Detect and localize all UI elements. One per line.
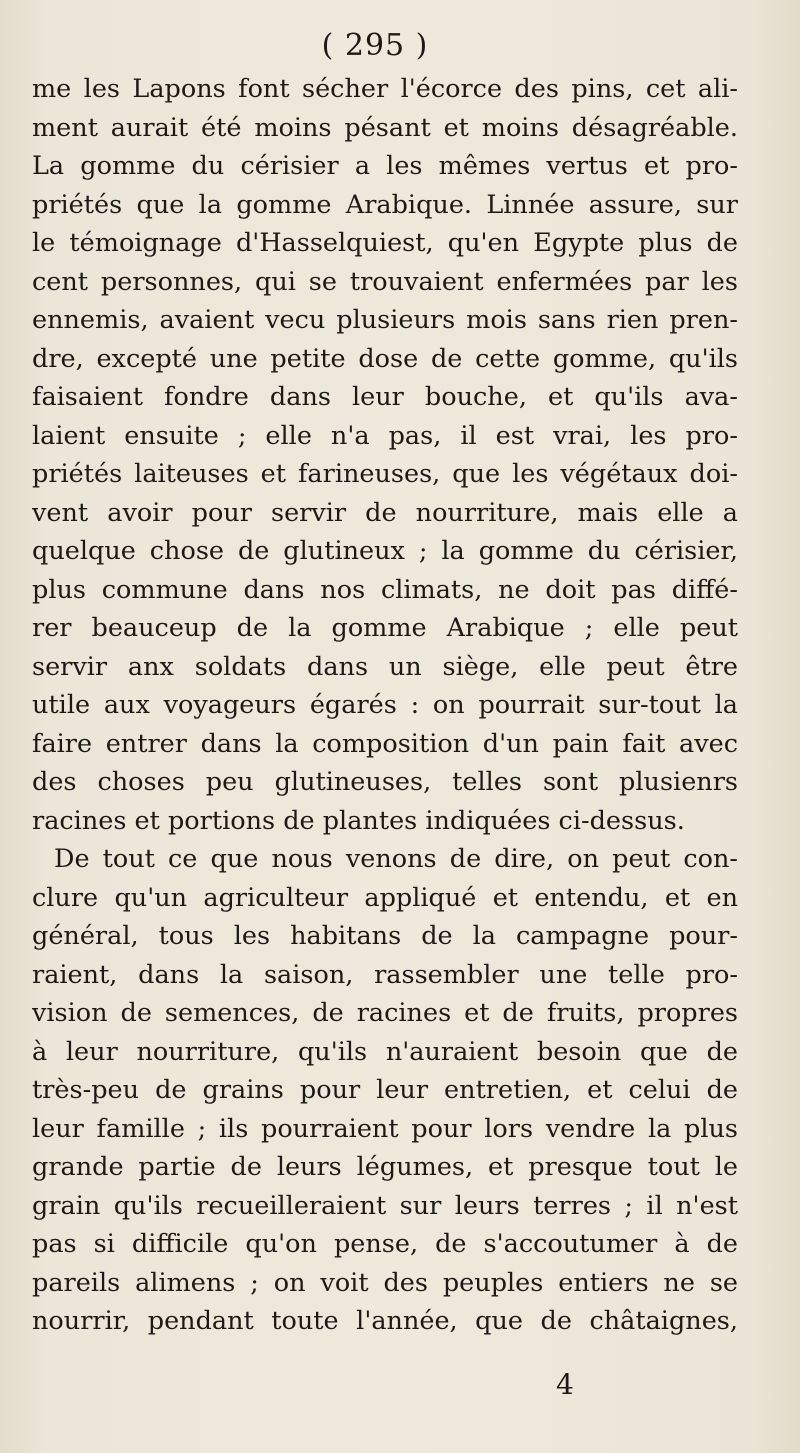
text-line: clure qu'un agriculteur appliqué et entendu, et en (32, 882, 738, 913)
text-line: laient ensuite ; elle n'a pas, il est vrai, les pro- (32, 420, 738, 451)
text-line: La gomme du cérisier a les mêmes vertus et pro- (32, 151, 738, 181)
text-line: utile aux voyageurs égarés : on pourrait sur-tout la (32, 690, 738, 720)
text-line: priétés laiteuses et farineuses, que les végétaux doi- (32, 459, 738, 489)
text-line: plus commune dans nos climats, ne doit pas diffé- (32, 574, 738, 605)
signature-mark: 4 (556, 1368, 574, 1401)
text-line: grain qu'ils recueilleraient sur leurs terres ; il n'est (32, 1190, 738, 1221)
text-line: dre, excepté une petite dose de cette gomme, qu'ils (32, 343, 738, 374)
text-line: De tout ce que nous venons de dire, on peut con- (54, 844, 738, 874)
text-line: faisaient fondre dans leur bouche, et qu'ils ava- (32, 382, 738, 412)
text-line: ment aurait été moins pésant et moins désagréable. (32, 112, 738, 143)
text-line: priétés que la gomme Arabique. Linnée assure, sur (32, 189, 738, 220)
text-line: cent personnes, qui se trouvaient enfermées par les (32, 266, 738, 297)
text-line: pas si difficile qu'on pense, de s'accoutumer à de (32, 1229, 738, 1259)
page-number: ( 295 ) (321, 28, 429, 63)
text-line: général, tous les habitans de la campagne pour- (32, 921, 738, 951)
text-line: faire entrer dans la composition d'un pain fait avec (32, 728, 738, 759)
text-line: racines et portions de plantes indiquées ci-dessus. (32, 805, 685, 836)
text-line: nourrir, pendant toute l'année, que de châtaignes, (32, 1306, 738, 1336)
text-line: rer beauceup de la gomme Arabique ; elle peut (32, 613, 738, 643)
text-line: vision de semences, de racines et de fruits, propres (32, 998, 738, 1028)
text-line: me les Lapons font sécher l'écorce des pins, cet ali- (32, 74, 738, 104)
text-line: à leur nourriture, qu'ils n'auraient besoin que de (32, 1036, 738, 1067)
body-text (32, 70, 738, 1341)
text-line: quelque chose de glutineux ; la gomme du cérisier, (32, 536, 738, 566)
text-line: raient, dans la saison, rassembler une telle pro- (32, 959, 738, 990)
text-line: très-peu de grains pour leur entretien, et celui de (32, 1075, 738, 1105)
text-line: leur famille ; ils pourraient pour lors vendre la plus (32, 1113, 738, 1144)
text-line: ennemis, avaient vecu plusieurs mois sans rien pren- (32, 305, 738, 335)
text-line: vent avoir pour servir de nourriture, mais elle a (32, 497, 738, 528)
text-line: servir anx soldats dans un siège, elle peut être (32, 651, 738, 682)
text-line: le témoignage d'Hasselquiest, qu'en Egypte plus de (32, 228, 738, 258)
text-line: pareils alimens ; on voit des peuples entiers ne se (32, 1267, 738, 1298)
text-line: grande partie de leurs légumes, et presque tout le (32, 1152, 738, 1182)
text-line: des choses peu glutineuses, telles sont plusienrs (32, 767, 738, 797)
